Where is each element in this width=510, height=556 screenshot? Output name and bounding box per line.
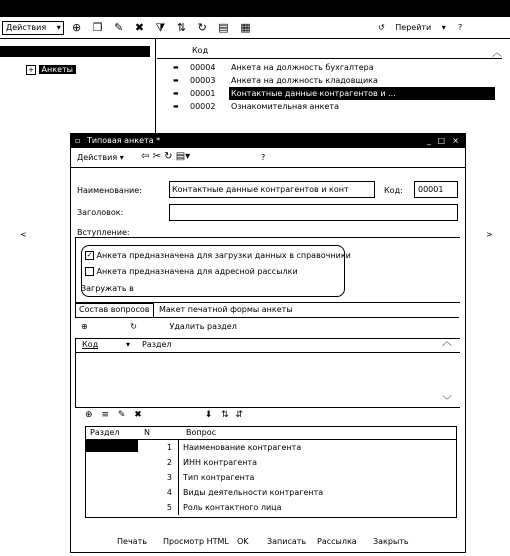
col-code[interactable] bbox=[82, 339, 98, 351]
copy-question-icon[interactable]: ≡ bbox=[101, 410, 109, 420]
checkbox-load-to-catalogs[interactable] bbox=[85, 251, 351, 260]
main-scroll-left-icon[interactable]: < bbox=[20, 230, 27, 239]
row-code: 00001 bbox=[190, 89, 216, 98]
maximize-icon[interactable]: □ bbox=[437, 136, 445, 145]
cut-icon[interactable]: ✂ bbox=[152, 151, 161, 162]
name-field[interactable] bbox=[169, 181, 375, 198]
expand-icon[interactable]: + bbox=[26, 65, 36, 75]
questions-toolbar bbox=[85, 408, 305, 422]
tab-print-layout[interactable] bbox=[159, 304, 293, 316]
sort-desc-icon[interactable]: ⇵ bbox=[235, 410, 244, 420]
dialog-toolbar bbox=[71, 151, 465, 168]
q-col-section[interactable]: Раздел bbox=[90, 428, 120, 437]
minimize-icon[interactable]: _ bbox=[427, 136, 431, 145]
move-down-icon[interactable]: ⬇ bbox=[204, 410, 213, 420]
refresh-icon[interactable]: ↻ bbox=[197, 21, 207, 34]
sections-header bbox=[76, 339, 460, 353]
name-label: Наименование: bbox=[77, 186, 142, 195]
row-code: 00003 bbox=[190, 76, 216, 85]
checkbox-mailing[interactable] bbox=[85, 267, 298, 276]
questions-rows bbox=[86, 440, 456, 516]
filter-icon[interactable]: ⧩ bbox=[155, 21, 166, 34]
question-text: ИНН контрагента bbox=[178, 455, 257, 470]
table-row[interactable] bbox=[157, 74, 497, 87]
col-section[interactable] bbox=[142, 339, 172, 351]
tree-header bbox=[0, 46, 150, 57]
footer-button[interactable]: Печать bbox=[117, 537, 147, 546]
sections-toolbar bbox=[81, 320, 281, 334]
footer-button[interactable]: Закрыть bbox=[373, 537, 409, 546]
row-name: Анкета на должность кладовщика bbox=[231, 76, 378, 85]
footer-button[interactable]: Рассылка bbox=[317, 537, 357, 546]
tab-questions-label: Состав вопросов bbox=[79, 305, 150, 314]
table-row[interactable] bbox=[157, 61, 497, 74]
dialog-toolbar-icons bbox=[141, 151, 190, 162]
header-label: Заголовок: bbox=[77, 208, 124, 217]
question-num: 4 bbox=[166, 488, 172, 497]
move-icon[interactable]: ↻ bbox=[130, 322, 137, 331]
col-section-label: Раздел bbox=[142, 340, 172, 349]
item-icon: ▬ bbox=[173, 103, 179, 110]
copy-icon[interactable]: ❐ bbox=[92, 21, 103, 34]
dialog-window bbox=[70, 133, 466, 553]
list-header bbox=[157, 46, 502, 59]
dialog-actions-label: Действия bbox=[77, 153, 118, 162]
chart-icon[interactable]: ▦ bbox=[240, 21, 251, 34]
structure-icon[interactable]: ▤▾ bbox=[175, 151, 191, 162]
question-num: 5 bbox=[166, 503, 172, 512]
dialog-titlebar bbox=[71, 134, 465, 148]
row-name: Ознакомительная анкета bbox=[231, 102, 339, 111]
close-icon[interactable]: × bbox=[452, 136, 459, 145]
delete-icon[interactable]: ✖ bbox=[134, 21, 145, 34]
question-text: Наименование контрагента bbox=[178, 440, 301, 455]
col-code-label: Код bbox=[82, 340, 99, 349]
question-row[interactable] bbox=[86, 470, 456, 485]
tabs-bar bbox=[75, 303, 459, 318]
add-section-icon[interactable]: ⊕ bbox=[81, 322, 88, 331]
print-icon[interactable]: ▤ bbox=[218, 21, 229, 34]
back-icon[interactable]: ⇦ bbox=[141, 151, 150, 162]
sections-table bbox=[75, 338, 460, 408]
main-nav-label: Перейти bbox=[395, 23, 432, 32]
row-code: 00002 bbox=[190, 102, 216, 111]
question-row[interactable] bbox=[86, 485, 456, 500]
tree-root-label: Анкеты bbox=[39, 65, 76, 74]
back-arrow-icon: ↺ bbox=[378, 23, 385, 32]
main-nav-button[interactable]: ↺ Перейти ▾ bbox=[378, 23, 446, 32]
footer-button[interactable]: Записать bbox=[267, 537, 307, 546]
dialog-title: Типовая анкета * bbox=[86, 136, 161, 145]
list-body bbox=[157, 61, 497, 136]
checkbox2-label: Анкета предназначена для адресной рассылки bbox=[96, 267, 298, 276]
question-num: 2 bbox=[166, 458, 172, 467]
dialog-actions-button[interactable]: Действия ▾ bbox=[77, 153, 124, 162]
question-num: 1 bbox=[166, 443, 172, 452]
row-name: Анкета на должность бухгалтера bbox=[231, 63, 374, 72]
question-text: Тип контрагента bbox=[178, 470, 254, 485]
code-field[interactable] bbox=[414, 181, 458, 198]
checkbox1-label: Анкета предназначена для загрузки данных в справочники bbox=[96, 251, 351, 260]
dialog-help-button[interactable]: ? bbox=[261, 153, 266, 162]
scroll-down-icon[interactable]: ﹀ bbox=[442, 396, 452, 407]
main-titlebar bbox=[0, 0, 510, 17]
main-toolbar bbox=[0, 18, 510, 39]
code-field-value: 00001 bbox=[418, 185, 444, 194]
edit-question-icon[interactable]: ✎ bbox=[117, 410, 126, 420]
questions-table bbox=[85, 426, 457, 518]
code-label: Код: bbox=[384, 186, 403, 195]
tab-questions[interactable] bbox=[75, 303, 154, 317]
list-header-code[interactable]: Код bbox=[192, 46, 209, 55]
checkbox-icon[interactable]: ✓ bbox=[86, 251, 93, 259]
edit-icon[interactable]: ✎ bbox=[114, 21, 124, 34]
main-help-button[interactable]: ? bbox=[458, 23, 463, 32]
question-row[interactable] bbox=[86, 440, 456, 455]
table-row[interactable] bbox=[157, 87, 497, 100]
delete-question-icon[interactable]: ✖ bbox=[134, 410, 142, 420]
questions-header bbox=[86, 427, 456, 440]
question-row[interactable] bbox=[86, 500, 456, 515]
main-actions-button[interactable]: Действия ▾ bbox=[2, 21, 64, 35]
question-text: Виды деятельности контрагента bbox=[178, 485, 323, 500]
footer-button[interactable]: Просмотр HTML bbox=[163, 537, 229, 546]
main-actions-label: Действия bbox=[6, 23, 47, 32]
footer-button[interactable]: OK bbox=[237, 537, 249, 546]
question-text: Роль контактного лица bbox=[178, 500, 282, 515]
name-field-value: Контактные данные контрагентов и конт bbox=[172, 185, 349, 194]
scroll-up-icon[interactable]: ︿ bbox=[492, 48, 502, 59]
add-icon[interactable]: ⊕ bbox=[72, 21, 82, 34]
question-row[interactable] bbox=[86, 455, 456, 470]
row-code: 00004 bbox=[190, 63, 216, 72]
add-question-icon[interactable]: ⊕ bbox=[85, 410, 93, 420]
refresh-icon[interactable]: ↻ bbox=[164, 151, 173, 162]
intro-label: Вступление: bbox=[77, 228, 130, 237]
tree-root-item[interactable] bbox=[26, 65, 76, 75]
delete-section-button[interactable]: Удалить раздел bbox=[169, 322, 237, 331]
q-col-num[interactable]: N bbox=[144, 428, 150, 437]
item-icon: ▬ bbox=[173, 64, 179, 71]
item-icon: ▬ bbox=[173, 77, 179, 84]
checkbox-icon[interactable] bbox=[85, 267, 94, 276]
main-scroll-right-icon[interactable]: > bbox=[486, 230, 493, 239]
q-col-question[interactable]: Вопрос bbox=[186, 428, 216, 437]
item-icon: ▬ bbox=[173, 90, 179, 97]
sort-asc-icon[interactable]: ⇅ bbox=[221, 410, 229, 420]
sort-arrow-icon: ▾ bbox=[126, 340, 131, 349]
main-toolbar-icons bbox=[72, 22, 259, 34]
row-name: Контактные данные контрагентов и ... bbox=[229, 87, 495, 100]
tab-print-label: Макет печатной формы анкеты bbox=[159, 305, 293, 314]
table-row[interactable] bbox=[157, 100, 497, 113]
dialog-icon: ▫ bbox=[75, 136, 81, 145]
question-num: 3 bbox=[166, 473, 172, 482]
load-to-label: Загружать в bbox=[81, 284, 134, 293]
sort-icon[interactable]: ⇅ bbox=[176, 21, 187, 34]
header-field[interactable] bbox=[169, 204, 458, 221]
dialog-footer bbox=[71, 534, 465, 550]
scroll-up-icon[interactable]: ︿ bbox=[442, 337, 452, 348]
